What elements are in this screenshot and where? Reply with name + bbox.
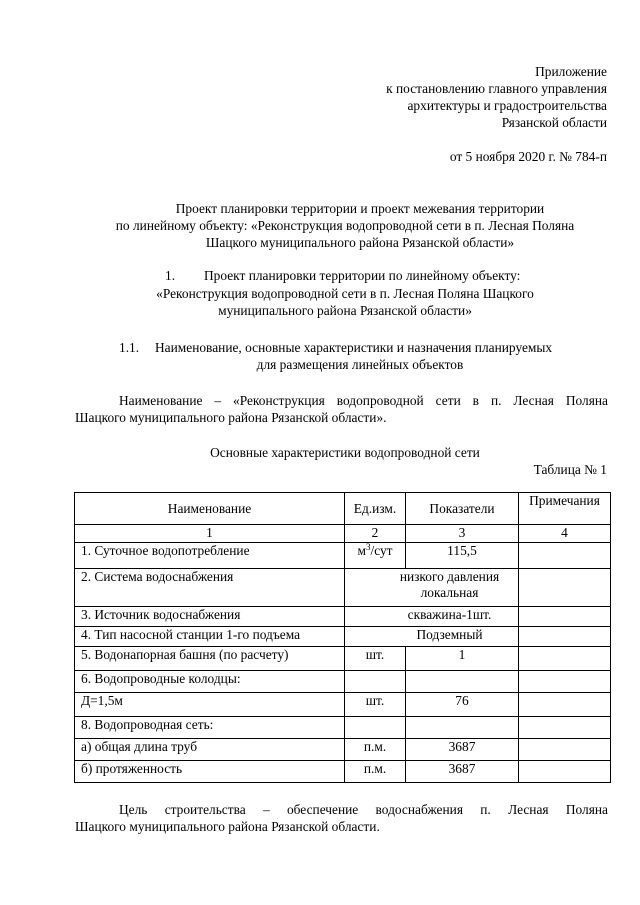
row-notes [519, 543, 611, 569]
title-line-3: Шацкого муниципального района Рязанской области» [205, 235, 515, 250]
row-value: 76 [406, 693, 519, 717]
header-name: Наименование [75, 493, 345, 525]
table-row [75, 607, 611, 627]
table-row [75, 569, 611, 607]
row-notes [519, 607, 611, 627]
table-row [75, 627, 611, 647]
colnum-3: 3 [406, 525, 519, 543]
row-value: 3687 [406, 761, 519, 783]
row-value: 1 [406, 647, 519, 671]
header-appendix: Приложение [535, 64, 607, 79]
merged-line-2: локальная [420, 585, 479, 600]
section-1-1-line-1: Наименование, основные характеристики и назначения планируемых [155, 340, 553, 355]
row-name: 6. Водопроводные колодцы: [75, 671, 345, 693]
colnum-1: 1 [75, 525, 345, 543]
header-region-line: Рязанской области [501, 115, 607, 130]
section-1-line-1: Проект планировки территории по линейному объекту: [204, 268, 521, 283]
section-1-1-number: 1.1. [119, 340, 140, 355]
header-decree-line: к постановлению главного управления [386, 81, 607, 96]
table-row [75, 693, 611, 717]
table-row [75, 543, 611, 569]
colnum-4: 4 [519, 525, 611, 543]
title-line-1: Проект планировки территории и проект межевания территории [175, 201, 545, 216]
row-name: 1. Суточное водопотребление [75, 543, 345, 569]
row-merged-value: Подземный [345, 627, 519, 647]
table-caption: Основные характеристики водопроводной сети [210, 445, 480, 460]
table-header-row [75, 493, 611, 525]
row-unit [345, 671, 406, 693]
row-notes [519, 717, 611, 739]
unit-base: м [357, 543, 366, 558]
row-merged-value: скважина-1шт. [345, 607, 519, 627]
para-2-line-2: Шацкого муниципального района Рязанской области. [75, 819, 380, 834]
section-1-number: 1. [165, 268, 176, 283]
row-notes [519, 693, 611, 717]
row-notes [519, 761, 611, 783]
table-row [75, 671, 611, 693]
row-name: 5. Водонапорная башня (по расчету) [75, 647, 345, 671]
section-1-line-3: муниципального района Рязанской области» [218, 303, 472, 318]
row-unit: шт. [345, 693, 406, 717]
row-name: а) общая длина труб [75, 739, 345, 761]
row-notes [519, 671, 611, 693]
row-value [406, 717, 519, 739]
row-unit: п.м. [345, 761, 406, 783]
characteristics-table [74, 492, 611, 783]
unit-rest: /сут [370, 543, 393, 558]
colnum-2: 2 [345, 525, 406, 543]
row-name: Д=1,5м [75, 693, 345, 717]
row-merged-value [345, 569, 519, 607]
unit-sup: 3 [365, 542, 371, 552]
row-notes [519, 627, 611, 647]
table-row [75, 739, 611, 761]
section-1-line-2: «Реконструкция водопроводной сети в п. Лесная Поляна Шацкого [156, 286, 534, 301]
merged-line-1: низкого давления [399, 569, 500, 584]
row-name: 3. Источник водоснабжения [75, 607, 345, 627]
table-row [75, 761, 611, 783]
row-name: 2. Система водоснабжения [75, 569, 345, 607]
row-name: б) протяженность [75, 761, 345, 783]
header-authority-line: архитектуры и градостроительства [407, 98, 607, 113]
title-line-2: по линейному объекту: «Реконструкция водопроводной сети в п. Лесная Поляна [115, 218, 575, 233]
table-colnum-row [75, 525, 611, 543]
table-row [75, 717, 611, 739]
row-value: 115,5 [406, 543, 519, 569]
row-notes [519, 647, 611, 671]
row-unit: шт. [345, 647, 406, 671]
header-notes: Примечания [519, 493, 611, 525]
row-value: 3687 [406, 739, 519, 761]
para-1-line-2: Шацкого муниципального района Рязанской области». [75, 410, 387, 425]
row-name: 8. Водопроводная сеть: [75, 717, 345, 739]
row-notes [519, 739, 611, 761]
header-date: от 5 ноября 2020 г. № 784-п [449, 149, 607, 164]
row-value [406, 671, 519, 693]
row-unit [345, 543, 406, 569]
para-2-line-1: Цель строительства – обеспечение водоснабжения п. Лесная Поляна [119, 802, 608, 817]
table-number: Таблица № 1 [533, 462, 607, 477]
header-unit: Ед.изм. [345, 493, 406, 525]
header-value: Показатели [406, 493, 519, 525]
section-1-1-line-2: для размещения линейных объектов [256, 357, 464, 372]
para-1-line-1: Наименование – «Реконструкция водопроводной сети в п. Лесная Поляна [119, 393, 608, 408]
row-name: 4. Тип насосной станции 1-го подъема [75, 627, 345, 647]
row-unit: п.м. [345, 739, 406, 761]
row-unit [345, 717, 406, 739]
table-row [75, 647, 611, 671]
row-notes [519, 569, 611, 607]
